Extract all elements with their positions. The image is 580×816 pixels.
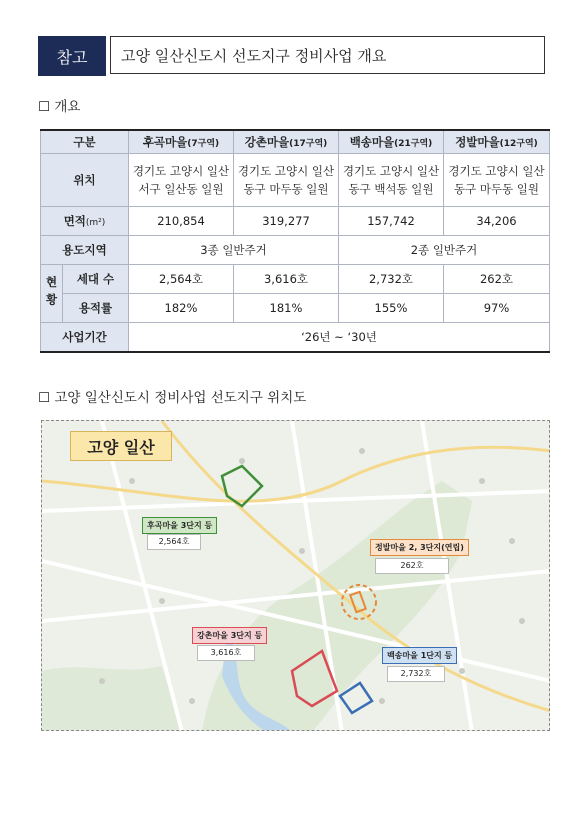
marker-label-baeksong: 백송마을 1단지 등 <box>382 647 457 664</box>
cell-households-jeongbal: 262호 <box>444 265 550 294</box>
cell-area-jeongbal: 34,206 <box>444 207 550 236</box>
table-row-zoning <box>41 236 550 265</box>
table-row-area <box>41 207 550 236</box>
col-header-gangchon: 강촌마을(17구역) <box>234 130 339 154</box>
col-header-category: 구분 <box>41 130 129 154</box>
marker-label-gangchon: 강촌마을 3단지 등 <box>192 627 267 644</box>
col-header-hugok: 후곡마을(7구역) <box>129 130 234 154</box>
table-header-row <box>41 130 550 154</box>
cell-location-baeksong: 경기도 고양시 일산동구 백석동 일원 <box>339 154 444 207</box>
marker-count-gangchon: 3,616호 <box>197 645 255 661</box>
row-label-households: 세대 수 <box>63 265 129 294</box>
marker-count-hugok: 2,564호 <box>147 534 201 550</box>
cell-location-hugok: 경기도 고양시 일산서구 일산동 일원 <box>129 154 234 207</box>
row-label-far: 용적률 <box>63 294 129 323</box>
cell-far-baeksong: 155% <box>339 294 444 323</box>
cell-area-hugok: 210,854 <box>129 207 234 236</box>
cell-households-gangchon: 3,616호 <box>234 265 339 294</box>
overview-table <box>40 129 550 353</box>
row-label-period: 사업기간 <box>41 323 129 353</box>
map-title: 고양 일산 <box>70 431 172 461</box>
col-header-jeongbal: 정발마을(12구역) <box>444 130 550 154</box>
cell-far-jeongbal: 97% <box>444 294 550 323</box>
map-background <box>42 421 550 731</box>
table-row-period <box>41 323 550 353</box>
table-row-households <box>41 265 550 294</box>
row-label-status: 현황 <box>41 265 63 323</box>
cell-zoning-type3: 3종 일반주거 <box>129 236 339 265</box>
section-map-heading: ☐ 고양 일산신도시 정비사업 선도지구 위치도 <box>38 390 307 406</box>
cell-households-hugok: 2,564호 <box>129 265 234 294</box>
col-header-baeksong: 백송마을(21구역) <box>339 130 444 154</box>
table-row-far <box>41 294 550 323</box>
cell-far-gangchon: 181% <box>234 294 339 323</box>
cell-area-gangchon: 319,277 <box>234 207 339 236</box>
table-row-location <box>41 154 550 207</box>
row-label-zoning: 용도지역 <box>41 236 129 265</box>
marker-count-baeksong: 2,732호 <box>387 666 445 682</box>
location-map <box>41 420 550 731</box>
cell-households-baeksong: 2,732호 <box>339 265 444 294</box>
page-title: 고양 일산신도시 선도지구 정비사업 개요 <box>110 36 545 74</box>
cell-far-hugok: 182% <box>129 294 234 323</box>
row-label-area: 면적(m²) <box>41 207 129 236</box>
marker-label-jeongbal: 정발마을 2, 3단지(연립) <box>370 539 469 556</box>
cell-zoning-type2: 2종 일반주거 <box>339 236 550 265</box>
row-label-location: 위치 <box>41 154 129 207</box>
cell-location-jeongbal: 경기도 고양시 일산동구 마두동 일원 <box>444 154 550 207</box>
cell-area-baeksong: 157,742 <box>339 207 444 236</box>
section-overview-heading: ☐ 개요 <box>38 99 81 115</box>
marker-label-hugok: 후곡마을 3단지 등 <box>142 517 217 534</box>
cell-location-gangchon: 경기도 고양시 일산동구 마두동 일원 <box>234 154 339 207</box>
marker-count-jeongbal: 262호 <box>375 558 449 574</box>
cell-period: ‘26년 ~ ‘30년 <box>129 323 550 353</box>
reference-tag: 참고 <box>38 36 106 76</box>
page-header <box>38 36 545 76</box>
